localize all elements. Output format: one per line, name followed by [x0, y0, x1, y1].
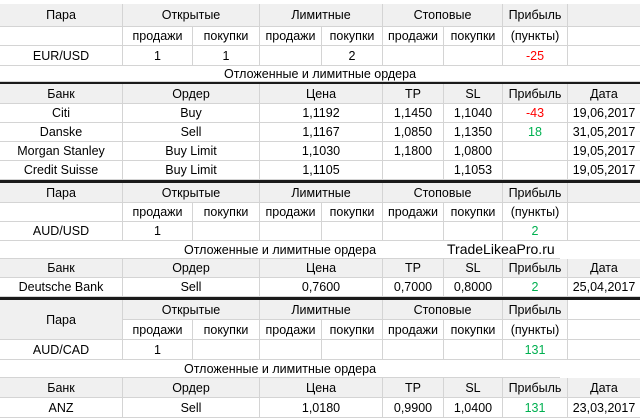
sell-subheader: продажи	[123, 27, 193, 46]
orders-title: Отложенные и лимитные ордера	[0, 360, 560, 378]
buy-subheader: покупки	[193, 203, 260, 222]
bank-col-header: Банк	[0, 259, 123, 278]
price-cell: 1,1167	[260, 123, 383, 142]
empty-cell	[568, 27, 640, 46]
summary-header-group	[123, 300, 640, 340]
order-cell: Buy	[123, 104, 260, 123]
tp-cell	[383, 161, 444, 180]
table-row	[0, 123, 640, 142]
orders-header-row	[0, 259, 640, 278]
bank-col-header: Банк	[0, 378, 123, 398]
empty-cell	[568, 222, 640, 241]
limit-header: Лимитные	[260, 300, 383, 320]
profit-cell: 2	[503, 278, 568, 297]
profit-cell: -25	[503, 46, 568, 66]
tp-cell: 1,1800	[383, 142, 444, 161]
stop-buy-cell	[444, 340, 503, 360]
tp-col-header: TP	[383, 84, 444, 104]
watermark-text: TradeLikeaPro.ru	[447, 241, 555, 257]
sl-cell: 1,1053	[444, 161, 503, 180]
bank-cell: Danske	[0, 123, 123, 142]
table-row	[0, 278, 640, 297]
date-cell: 23,03,2017	[568, 398, 640, 418]
open-buy-cell: 1	[193, 46, 260, 66]
summary-data-row	[0, 222, 640, 241]
pair-header: Пара	[0, 183, 123, 203]
date-cell: 19,06,2017	[568, 104, 640, 123]
table-row	[0, 104, 640, 123]
sell-subheader: продажи	[383, 320, 444, 340]
pair-header: Пара	[0, 4, 123, 27]
profit-header: Прибыль	[503, 183, 568, 203]
open-header: Открытые	[123, 300, 260, 320]
stop-buy-cell	[444, 222, 503, 241]
profit-cell: -43	[503, 104, 568, 123]
table-row	[0, 142, 640, 161]
buy-subheader: покупки	[322, 27, 383, 46]
open-header: Открытые	[123, 4, 260, 27]
points-subheader: (пункты)	[503, 320, 568, 340]
date-cell: 19,05,2017	[568, 142, 640, 161]
profit-col-header: Прибыль	[503, 259, 568, 278]
summary-block	[0, 300, 640, 340]
pair-header: Пара	[0, 300, 123, 340]
sell-subheader: продажи	[123, 320, 193, 340]
profit-cell	[503, 142, 568, 161]
empty-cell	[568, 340, 640, 360]
date-cell: 31,05,2017	[568, 123, 640, 142]
bank-cell: Morgan Stanley	[0, 142, 123, 161]
profit-col-header: Прибыль	[503, 84, 568, 104]
buy-subheader: покупки	[193, 27, 260, 46]
empty-cell	[568, 183, 640, 203]
order-cell: Sell	[123, 123, 260, 142]
sl-cell: 1,1350	[444, 123, 503, 142]
pair-cell: AUD/USD	[0, 222, 123, 241]
profit-header: Прибыль	[503, 4, 568, 27]
order-cell: Sell	[123, 398, 260, 418]
open-sell-cell: 1	[123, 222, 193, 241]
points-subheader: (пункты)	[503, 203, 568, 222]
date-cell: 25,04,2017	[568, 278, 640, 297]
price-cell: 1,1192	[260, 104, 383, 123]
price-col-header: Цена	[260, 84, 383, 104]
limit-header: Лимитные	[260, 183, 383, 203]
profit-cell	[503, 161, 568, 180]
open-sell-cell: 1	[123, 340, 193, 360]
order-col-header: Ордер	[123, 259, 260, 278]
order-cell: Buy Limit	[123, 142, 260, 161]
sl-cell: 0,8000	[444, 278, 503, 297]
tp-cell: 0,7000	[383, 278, 444, 297]
profit-cell: 2	[503, 222, 568, 241]
date-col-header: Дата	[568, 84, 640, 104]
bank-cell: Credit Suisse	[0, 161, 123, 180]
sl-col-header: SL	[444, 84, 503, 104]
open-buy-cell	[193, 340, 260, 360]
tp-col-header: TP	[383, 378, 444, 398]
empty-cell	[568, 320, 640, 340]
tp-cell: 1,1450	[383, 104, 444, 123]
open-header: Открытые	[123, 183, 260, 203]
profit-col-header: Прибыль	[503, 378, 568, 398]
empty-cell	[0, 203, 123, 222]
summary-data-row	[0, 340, 640, 360]
date-col-header: Дата	[568, 378, 640, 398]
orders-header-row	[0, 378, 640, 398]
table-row	[0, 398, 640, 418]
sell-subheader: продажи	[260, 203, 322, 222]
sl-col-header: SL	[444, 259, 503, 278]
buy-subheader: покупки	[193, 320, 260, 340]
summary-data-row	[0, 46, 640, 66]
empty-cell	[568, 46, 640, 66]
stop-sell-cell	[383, 222, 444, 241]
orders-title-row	[0, 66, 640, 82]
limit-buy-cell	[322, 340, 383, 360]
sl-cell: 1,0400	[444, 398, 503, 418]
orders-title-row	[0, 360, 640, 378]
summary-subheader-row	[123, 320, 640, 340]
profit-cell: 131	[503, 398, 568, 418]
sell-subheader: продажи	[383, 27, 444, 46]
profit-header: Прибыль	[503, 300, 568, 320]
price-col-header: Цена	[260, 259, 383, 278]
stop-header: Стоповые	[383, 300, 503, 320]
date-cell: 19,05,2017	[568, 161, 640, 180]
sl-col-header: SL	[444, 378, 503, 398]
price-col-header: Цена	[260, 378, 383, 398]
sell-subheader: продажи	[383, 203, 444, 222]
stop-header: Стоповые	[383, 4, 503, 27]
table-row	[0, 161, 640, 180]
orders-title: Отложенные и лимитные ордера	[0, 241, 560, 259]
empty-cell	[568, 203, 640, 222]
price-cell: 1,1105	[260, 161, 383, 180]
tp-col-header: TP	[383, 259, 444, 278]
empty-cell	[568, 300, 640, 320]
buy-subheader: покупки	[444, 320, 503, 340]
tp-cell: 0,9900	[383, 398, 444, 418]
limit-sell-cell	[260, 340, 322, 360]
limit-sell-cell	[260, 222, 322, 241]
stop-sell-cell	[383, 46, 444, 66]
price-cell: 1,0180	[260, 398, 383, 418]
stop-buy-cell	[444, 46, 503, 66]
empty-cell	[0, 27, 123, 46]
summary-header-row	[123, 300, 640, 320]
limit-buy-cell: 2	[322, 46, 383, 66]
profit-cell: 131	[503, 340, 568, 360]
order-cell: Buy Limit	[123, 161, 260, 180]
bank-col-header: Банк	[0, 84, 123, 104]
buy-subheader: покупки	[444, 27, 503, 46]
profit-cell: 18	[503, 123, 568, 142]
sell-subheader: продажи	[123, 203, 193, 222]
bank-cell: ANZ	[0, 398, 123, 418]
bank-cell: Deutsche Bank	[0, 278, 123, 297]
open-sell-cell: 1	[123, 46, 193, 66]
price-cell: 0,7600	[260, 278, 383, 297]
open-buy-cell	[193, 222, 260, 241]
summary-header-row	[0, 4, 640, 27]
orders-title: Отложенные и лимитные ордера	[0, 66, 640, 82]
sl-cell: 1,1040	[444, 104, 503, 123]
summary-subheader-row	[0, 203, 640, 222]
price-cell: 1,1030	[260, 142, 383, 161]
limit-buy-cell	[322, 222, 383, 241]
order-col-header: Ордер	[123, 378, 260, 398]
empty-cell	[568, 4, 640, 27]
date-col-header: Дата	[568, 259, 640, 278]
buy-subheader: покупки	[322, 203, 383, 222]
points-subheader: (пункты)	[503, 27, 568, 46]
buy-subheader: покупки	[322, 320, 383, 340]
stop-sell-cell	[383, 340, 444, 360]
pair-cell: EUR/USD	[0, 46, 123, 66]
limit-header: Лимитные	[260, 4, 383, 27]
stop-header: Стоповые	[383, 183, 503, 203]
sl-cell: 1,0800	[444, 142, 503, 161]
order-cell: Sell	[123, 278, 260, 297]
bank-cell: Citi	[0, 104, 123, 123]
sell-subheader: продажи	[260, 27, 322, 46]
summary-header-row	[0, 183, 640, 203]
tp-cell: 1,0850	[383, 123, 444, 142]
order-col-header: Ордер	[123, 84, 260, 104]
limit-sell-cell	[260, 46, 322, 66]
sell-subheader: продажи	[260, 320, 322, 340]
buy-subheader: покупки	[444, 203, 503, 222]
orders-header-row	[0, 84, 640, 104]
pair-cell: AUD/CAD	[0, 340, 123, 360]
summary-subheader-row	[0, 27, 640, 46]
